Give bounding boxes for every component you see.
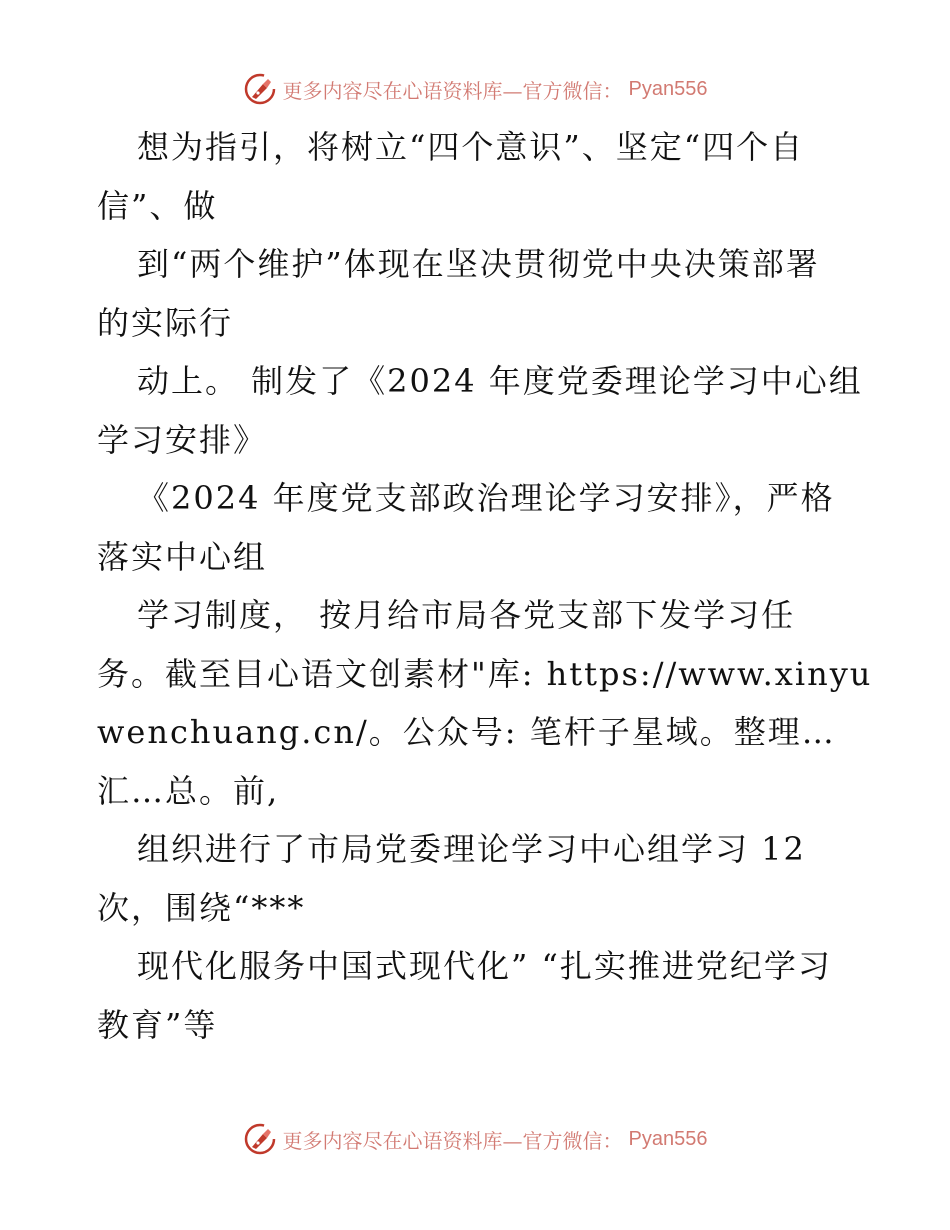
footer-banner-text: 更多内容尽在心语资料库—官方微信： xyxy=(282,1128,623,1153)
text-line: 学习安排》 xyxy=(97,420,268,459)
text-line: 组织进行了市局党委理论学习中心组学习 12 xyxy=(137,830,806,868)
pen-nib-logo-icon xyxy=(243,1122,277,1156)
text-line: 现代化服务中国式现代化” “扎实推进党纪学习 xyxy=(137,947,832,985)
text-line: 汇…总。前, xyxy=(97,771,280,810)
page-header xyxy=(0,72,950,106)
text-line: 《2024 年度党支部政治理论学习安排》，严格 xyxy=(137,479,835,517)
text-line: 信”、做 xyxy=(97,186,218,225)
text-line: 次，围绕“*** xyxy=(97,888,306,927)
text-line: 教育”等 xyxy=(97,1005,218,1044)
text-line: 想为指引，将树立“四个意识”、坚定“四个自 xyxy=(137,128,805,166)
text-line: 务。截至目心语文创素材"库: https://www.xinyu xyxy=(97,654,873,693)
text-line: 落实中心组 xyxy=(97,537,268,576)
text-line: 学习制度， 按月给市局各党支部下发学习任 xyxy=(137,596,796,634)
footer-wechat-id: Pyan556 xyxy=(628,1127,708,1150)
header-wechat-id: Pyan556 xyxy=(628,77,708,100)
page-footer xyxy=(0,1122,950,1156)
header-banner-text: 更多内容尽在心语资料库—官方微信： xyxy=(282,78,623,103)
text-line: 动上。 制发了《2024 年度党委理论学习中心组 xyxy=(137,362,863,400)
document-body xyxy=(97,118,873,1054)
text-line: wenchuang.cn/。公众号: 笔杆子星域。整理… xyxy=(97,713,836,751)
pen-nib-logo-icon xyxy=(243,72,277,106)
text-line: 到“两个维护”体现在坚决贯彻党中央决策部署 xyxy=(137,245,820,283)
text-line: 的实际行 xyxy=(97,303,234,342)
